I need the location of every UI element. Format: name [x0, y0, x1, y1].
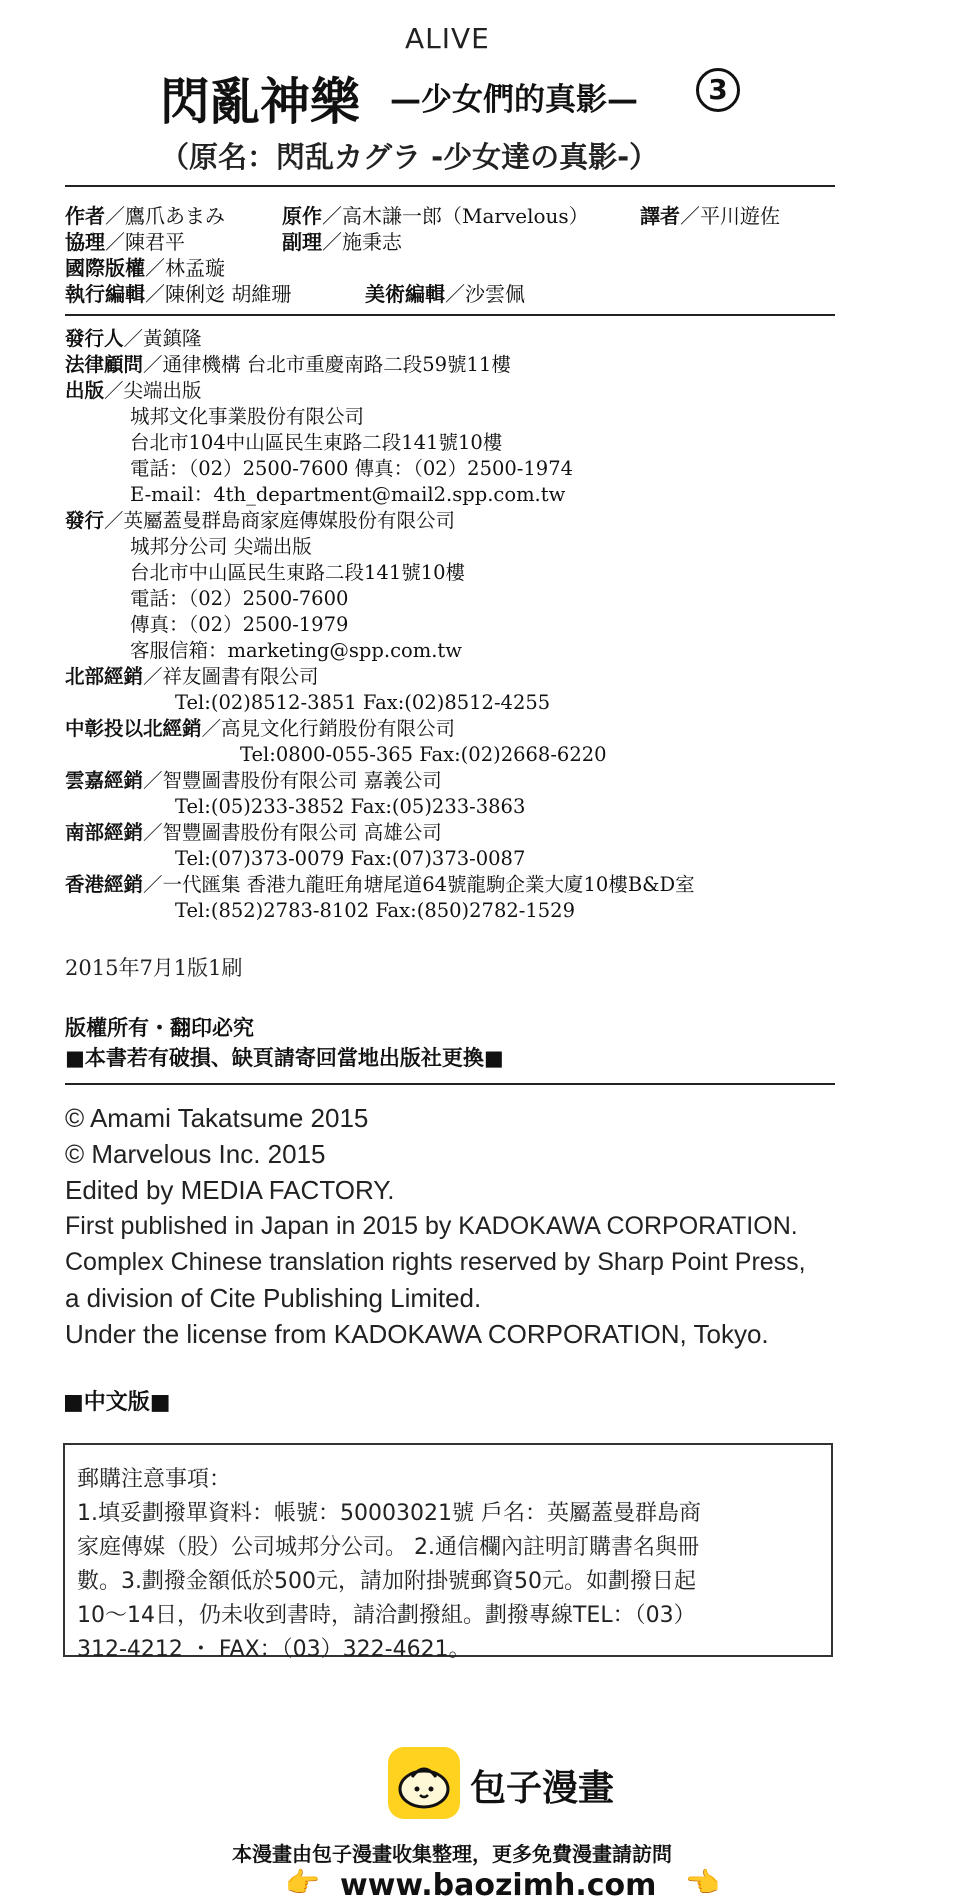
central-contact: Tel:0800-055-365 Fax:(02)2668-6220: [240, 743, 607, 766]
volume-badge: [696, 68, 740, 112]
hand-right-icon: 👉: [285, 1866, 320, 1899]
mail-order-line: 1.填妥劃撥單資料：帳號：50003021號 戶名：英屬蓋曼群島商: [77, 1501, 701, 1526]
mail-order-line: 家庭傳媒（股）公司城邦分公司。 2.通信欄內註明訂購書名與冊: [77, 1535, 699, 1560]
divider-top: [65, 185, 835, 187]
credit-editor: 執行編輯／陳俐彣 胡維珊: [65, 282, 292, 306]
copyright-line: Under the license from KADOKAWA CORPORATION, Tokyo.: [65, 1319, 769, 1349]
credit-original: 原作／高木謙一郎（Marvelous）: [282, 204, 589, 228]
mail-order-box: [63, 1443, 833, 1662]
series-label: ALIVE: [405, 22, 490, 55]
copyright-line: Edited by MEDIA FACTORY.: [65, 1175, 395, 1205]
copyright-block: [65, 1100, 806, 1352]
north-distributor: 北部經銷／祥友圖書有限公司: [65, 665, 319, 688]
credit-translator: 譯者／平川遊佐: [640, 204, 780, 228]
site-url[interactable]: www.baozimh.com: [340, 1868, 657, 1903]
book-title: 閃亂神樂: [160, 73, 360, 131]
mail-order-line: 312-4212 ・ FAX：（03）322-4621。: [77, 1637, 471, 1662]
copyright-line: Complex Chinese translation rights reserved by Sharp Point Press,: [65, 1248, 806, 1276]
legal-line: 法律顧問／通律機構 台北市重慶南路二段59號11樓: [65, 353, 511, 376]
yunjia-contact: Tel:(05)233-3852 Fax:(05)233-3863: [175, 795, 526, 818]
mail-order-line: 數。3.劃撥金額低於500元，請加附掛號郵資50元。如劃撥日起: [77, 1569, 696, 1594]
copyright-line: a division of Cite Publishing Limited.: [65, 1283, 482, 1313]
divider-rights: [65, 1083, 835, 1085]
damage-notice: ■本書若有破損、缺頁請寄回當地出版社更換■: [65, 1046, 504, 1070]
credit-vice: 副理／施秉志: [282, 230, 402, 254]
rights-reserved: 版權所有・翻印必究: [65, 1016, 254, 1040]
credit-intl: 國際版權／林孟璇: [65, 256, 225, 280]
copyright-line: First published in Japan in 2015 by KADOKAWA CORPORATION.: [65, 1212, 798, 1240]
chinese-edition-label: ■中文版■: [63, 1390, 171, 1415]
watermark-notice: 本漫畫由包子漫畫收集整理，更多免費漫畫請訪問: [232, 1842, 672, 1866]
hk-distributor: 香港經銷／一代匯集 香港九龍旺角塘尾道64號龍駒企業大廈10樓B&D室: [65, 873, 695, 896]
original-title: （原名：閃乱カグラ -少女達の真影-）: [160, 140, 659, 174]
volume-number: 3: [708, 73, 728, 106]
publisher-line: 出版／尖端出版: [65, 379, 202, 402]
copyright-line: © Marvelous Inc. 2015: [65, 1139, 326, 1169]
yunjia-distributor: 雲嘉經銷／智豐圖書股份有限公司 嘉義公司: [65, 769, 442, 792]
mail-order-title: 郵購注意事項：: [77, 1467, 232, 1492]
south-distributor: 南部經銷／智豐圖書股份有限公司 高雄公司: [65, 821, 442, 844]
credit-author: 作者／鷹爪あまみ: [65, 204, 225, 228]
hand-left-icon: 👈: [685, 1866, 720, 1899]
north-contact: Tel:(02)8512-3851 Fax:(02)8512-4255: [175, 691, 551, 714]
publisher-detail: 城邦文化事業股份有限公司 台北市104中山區民生東路二段141號10樓 電話：（02）2500-7600 傳真：（02）2500-1974 E-mail：4th_department@mail2.spp.com.tw: [130, 405, 574, 506]
divider-credits: [65, 314, 835, 316]
south-contact: Tel:(07)373-0079 Fax:(07)373-0087: [175, 847, 526, 870]
hk-contact: Tel:(852)2783-8102 Fax:(850)2782-1529: [175, 899, 575, 922]
brand-name: 包子漫畫: [470, 1768, 615, 1809]
copyright-line: © Amami Takatsume 2015: [65, 1103, 369, 1133]
mail-order-line: 10～14日，仍未收到書時，請洽劃撥組。劃撥專線TEL：（03）: [77, 1603, 696, 1628]
distributor-line: 發行／英屬蓋曼群島商家庭傳媒股份有限公司: [65, 509, 456, 532]
distributor-detail: 城邦分公司 尖端出版 台北市中山區民生東路二段141號10樓 電話：（02）2500-7600 傳真：（02）2500-1979 客服信箱：marketing@spp.com.tw: [130, 535, 466, 662]
credit-assist: 協理／陳君平: [65, 230, 185, 254]
book-subtitle: —少女們的真影—: [390, 82, 638, 118]
issuer-line: 發行人／黃鎮隆: [65, 327, 202, 350]
edition-line: 2015年7月1版1刷: [65, 956, 243, 980]
baozi-logo-icon: [388, 1747, 460, 1819]
central-distributor: 中彰投以北經銷／高見文化行銷股份有限公司: [65, 717, 456, 740]
credit-art: 美術編輯／沙雲佩: [365, 282, 525, 306]
